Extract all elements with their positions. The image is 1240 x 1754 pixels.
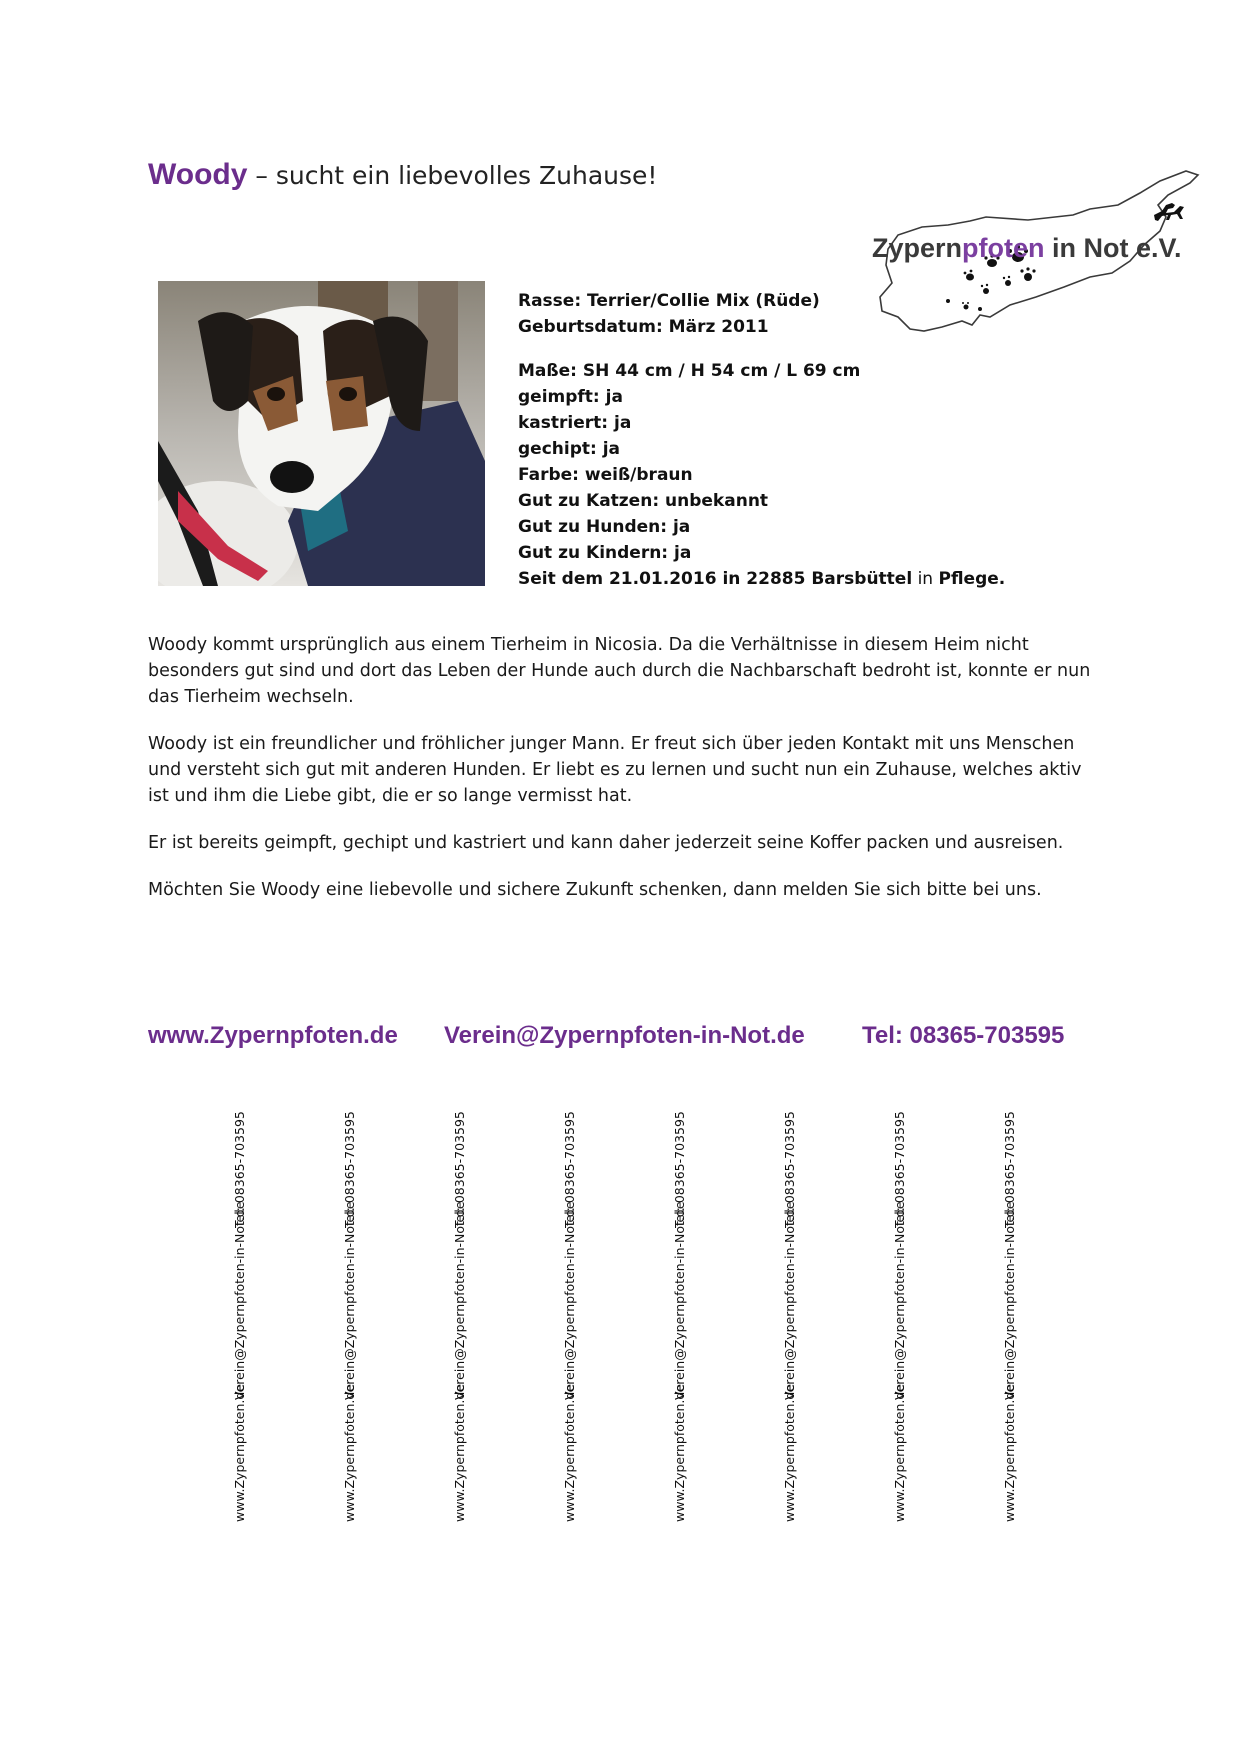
page-title bbox=[148, 158, 657, 192]
strip-phone: Tel: 08365-703595 bbox=[342, 1111, 357, 1228]
description-paragraph: Er ist bereits geimpft, gechipt und kastriert und kann daher jederzeit seine Koffer packen und ausreisen. bbox=[148, 833, 1064, 853]
fact-neutered: kastriert: ja bbox=[518, 413, 632, 433]
tear-off-strip bbox=[782, 1111, 808, 1522]
tear-off-strip bbox=[672, 1111, 698, 1522]
strip-website: www.Zypernpfoten.de bbox=[562, 1383, 577, 1522]
fact-foster-since: Seit dem 21.01.2016 in 22885 Barsbüttel in Pflege. bbox=[518, 569, 1006, 589]
strip-phone: Tel: 08365-703595 bbox=[562, 1111, 577, 1228]
dog-name: Woody bbox=[148, 158, 248, 191]
title-tagline: – sucht ein liebevolles Zuhause! bbox=[247, 161, 658, 190]
fact-birthdate: Geburtsdatum: März 2011 bbox=[518, 317, 769, 337]
contact-email[interactable]: Verein@Zypernpfoten-in-Not.de bbox=[444, 1022, 805, 1049]
logo-text: Zypernpfoten in Not e.V. bbox=[872, 233, 1182, 263]
fact-vaccinated: geimpft: ja bbox=[518, 387, 623, 407]
fact-color: Farbe: weiß/braun bbox=[518, 465, 693, 485]
strip-email: Verein@Zypernpfoten-in-Not.de bbox=[232, 1201, 247, 1400]
description-paragraph: Möchten Sie Woody eine liebevolle und sichere Zukunft schenken, dann melden Sie sich bitte bei uns. bbox=[148, 880, 1042, 900]
strip-email: Verein@Zypernpfoten-in-Not.de bbox=[342, 1201, 357, 1400]
fact-cats: Gut zu Katzen: unbekannt bbox=[518, 491, 769, 511]
strip-email: Verein@Zypernpfoten-in-Not.de bbox=[672, 1201, 687, 1400]
fact-measurements: Maße: SH 44 cm / H 54 cm / L 69 cm bbox=[518, 361, 861, 381]
description-paragraph: Woody ist ein freundlicher und fröhlicher junger Mann. Er freut sich über jeden Kontakt mit uns Menschen und versteht sich gut mit anderen Hunden. Er liebt es zu lernen und sucht nun ein Zuhause, welches aktiv ist und ihm die Liebe gibt, die er so lange vermisst hat. bbox=[148, 734, 1082, 806]
tear-off-strip bbox=[1002, 1111, 1028, 1522]
fact-children: Gut zu Kindern: ja bbox=[518, 543, 692, 563]
strip-phone: Tel: 08365-703595 bbox=[452, 1111, 467, 1228]
strip-website: www.Zypernpfoten.de bbox=[672, 1383, 687, 1522]
strip-email: Verein@Zypernpfoten-in-Not.de bbox=[892, 1201, 907, 1400]
dog-facts bbox=[518, 288, 1005, 592]
strip-website: www.Zypernpfoten.de bbox=[782, 1383, 797, 1522]
strip-email: Verein@Zypernpfoten-in-Not.de bbox=[562, 1201, 577, 1400]
tear-off-strip bbox=[232, 1111, 258, 1522]
contact-website[interactable]: www.Zypernpfoten.de bbox=[148, 1022, 398, 1049]
contact-phone[interactable]: Tel: 08365-703595 bbox=[862, 1022, 1065, 1049]
description-paragraph: Woody kommt ursprünglich aus einem Tierheim in Nicosia. Da die Verhältnisse in diesem Heim nicht besonders gut sind und dort das Leben der Hunde auch durch die Nachbarschaft bedroht ist, konnte er nun das Tierheim wechseln. bbox=[148, 635, 1091, 707]
strip-website: www.Zypernpfoten.de bbox=[342, 1383, 357, 1522]
tear-off-strip bbox=[452, 1111, 478, 1522]
fact-breed: Rasse: Terrier/Collie Mix (Rüde) bbox=[518, 291, 820, 311]
strip-phone: Tel: 08365-703595 bbox=[672, 1111, 687, 1228]
strip-website: www.Zypernpfoten.de bbox=[452, 1383, 467, 1522]
strip-email: Verein@Zypernpfoten-in-Not.de bbox=[782, 1201, 797, 1400]
tear-off-strip bbox=[892, 1111, 918, 1522]
strip-phone: Tel: 08365-703595 bbox=[892, 1111, 907, 1228]
dog-photo bbox=[158, 281, 485, 586]
description bbox=[148, 632, 1098, 924]
strip-phone: Tel: 08365-703595 bbox=[782, 1111, 797, 1228]
fact-chipped: gechipt: ja bbox=[518, 439, 621, 459]
fact-dogs: Gut zu Hunden: ja bbox=[518, 517, 691, 537]
strip-website: www.Zypernpfoten.de bbox=[892, 1383, 907, 1522]
tear-off-strip bbox=[342, 1111, 368, 1522]
strip-website: www.Zypernpfoten.de bbox=[1002, 1383, 1017, 1522]
strip-phone: Tel: 08365-703595 bbox=[1002, 1111, 1017, 1228]
tear-off-strip bbox=[562, 1111, 588, 1522]
strip-website: www.Zypernpfoten.de bbox=[232, 1383, 247, 1522]
strip-email: Verein@Zypernpfoten-in-Not.de bbox=[1002, 1201, 1017, 1400]
strip-email: Verein@Zypernpfoten-in-Not.de bbox=[452, 1201, 467, 1400]
strip-phone: Tel: 08365-703595 bbox=[232, 1111, 247, 1228]
